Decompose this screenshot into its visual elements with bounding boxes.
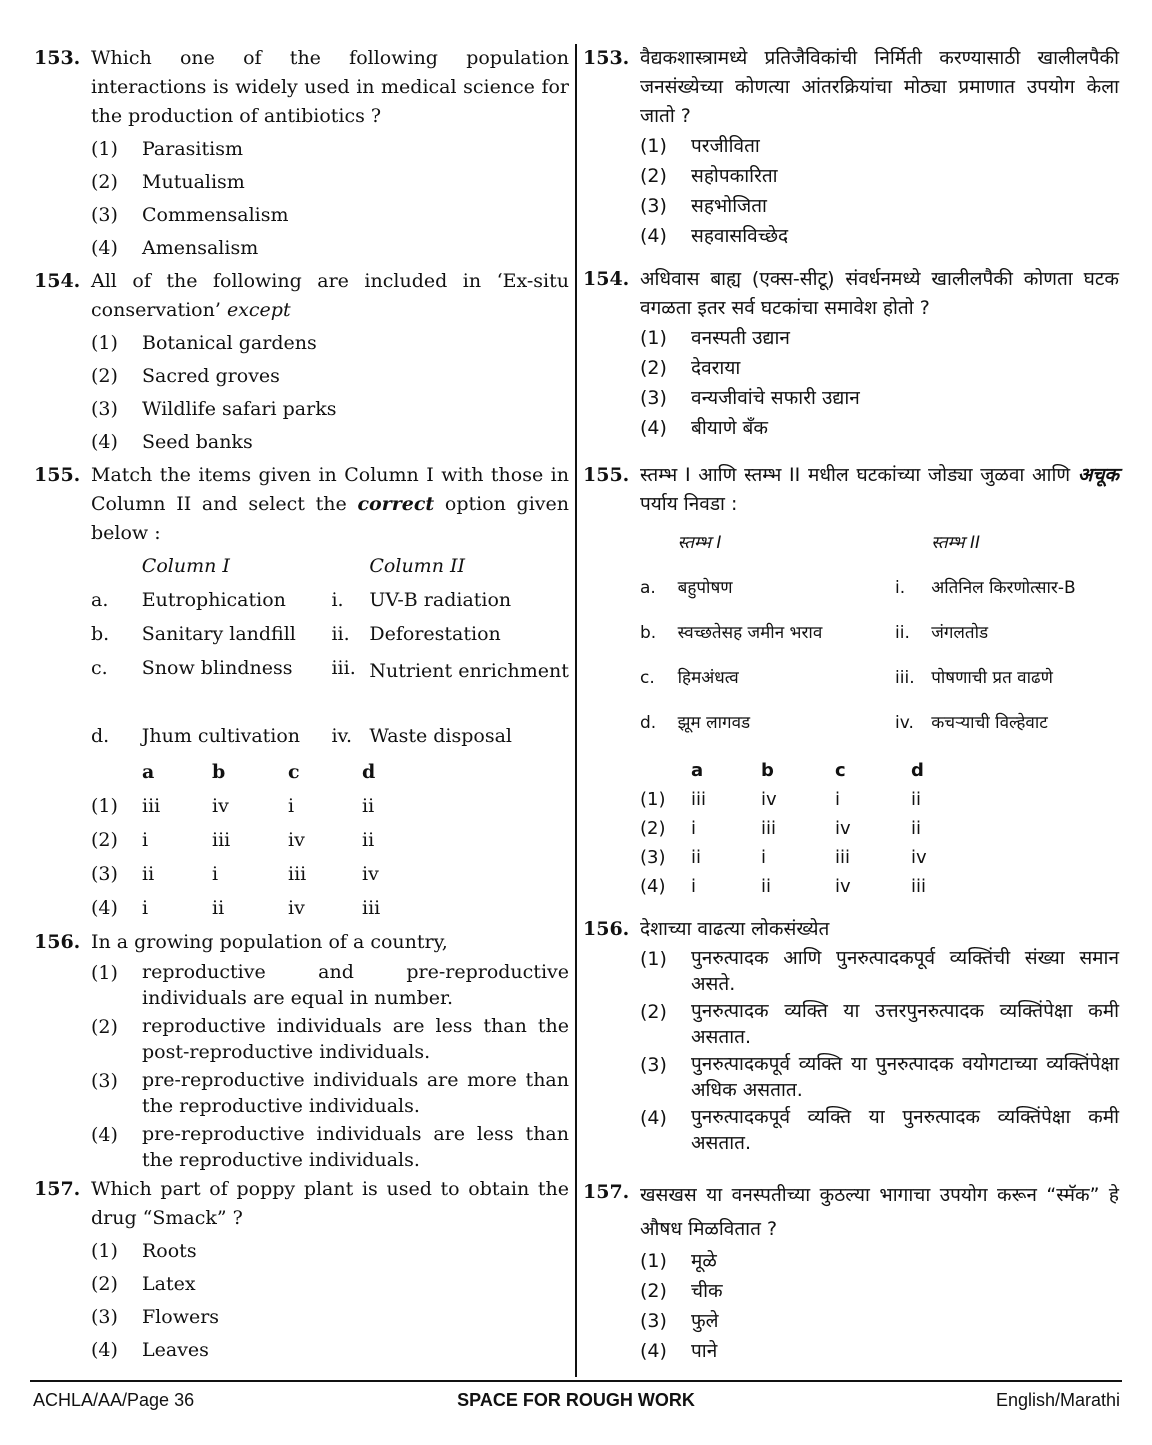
option-3: (3) वन्यजीवांचे सफारी उद्यान — [640, 387, 860, 409]
answer-option-2: (2) i iii iv ii — [91, 829, 375, 851]
option-4: (4) पाने — [640, 1340, 718, 1362]
option-4: (4) Seed banks — [91, 431, 253, 453]
question-stem: In a growing population of a country, — [91, 931, 448, 953]
emphasis-correct: अचूक — [1077, 464, 1120, 486]
match-row: a. बहुपोषण i. अतिनिल किरणोत्सार-B — [640, 578, 1076, 598]
match-row: b. Sanitary landfill ii. Deforestation — [91, 623, 501, 645]
question-stem: खसखस या वनस्पतीच्या कुठल्या भागाचा उपयोग करून “स्मॅक” हे औषध मिळवितात ? — [640, 1184, 1119, 1240]
option-4: (4) Amensalism — [91, 237, 259, 259]
option-1: (1) वनस्पती उद्यान — [640, 327, 790, 349]
question-number: 153. — [583, 47, 630, 69]
question-stem: देशाच्या वाढत्या लोकसंख्येत — [640, 918, 830, 940]
question-155 — [34, 461, 569, 928]
option-1: (1) परजीविता — [640, 135, 760, 157]
question-stem: Match the items given in Column I with those in Column II and select the correct option given below : — [91, 464, 570, 544]
match-row: b. स्वच्छतेसह जमीन भराव ii. जंगलतोड — [640, 623, 989, 643]
option-2: (2) पुनरुत्पादक व्यक्ति या उत्तरपुनरुत्पादक व्यक्तिंपेक्षा कमी असतात. — [640, 1000, 1119, 1048]
option-4: (4) पुनरुत्पादकपूर्व व्यक्ति या पुनरुत्पादक व्यक्तिंपेक्षा कमी असतात. — [640, 1106, 1119, 1154]
question-number: 156. — [34, 931, 81, 953]
question-number: 155. — [34, 464, 81, 486]
question-stem: All of the following are included in ‘Ex-situ conservation’ except — [91, 270, 569, 321]
option-2: (2) देवराया — [640, 357, 741, 379]
column-1-heading: Column I — [141, 555, 230, 577]
footer-divider — [30, 1380, 1122, 1382]
question-stem: अधिवास बाह्य (एक्स-सीटू) संवर्धनमध्ये खालीलपैकी कोणता घटक वगळता इतर सर्व घटकांचा समावेश होतो ? — [640, 268, 1119, 319]
question-157-marathi — [583, 1178, 1119, 1366]
option-2: (2) Sacred groves — [91, 365, 280, 387]
column-2-heading: Column II — [369, 555, 465, 577]
option-1: (1) पुनरुत्पादक आणि पुनरुत्पादकपूर्व व्यक्तिंची संख्या समान असते. — [640, 947, 1119, 995]
match-row: d. Jhum cultivation iv. Waste disposal — [91, 725, 513, 747]
question-154-marathi — [583, 265, 1119, 443]
footer-page-id: ACHLA/AA/Page 36 — [33, 1390, 195, 1410]
option-2: (2) Latex — [91, 1273, 196, 1295]
answer-table: a b c d (1) iii iv i ii (2) i iii iv ii (3) ii i iii iv (4) i ii iv iii — [91, 758, 422, 928]
column-divider — [575, 44, 577, 1377]
option-3: (3) pre-reproductive individuals are more than the reproductive individuals. — [91, 1069, 569, 1117]
question-number: 157. — [583, 1181, 630, 1203]
question-stem: Which one of the following population interactions is widely used in medical science for the production of antibiotics ? — [91, 47, 569, 127]
answer-option-3: (3) ii i iii iv — [640, 847, 927, 868]
question-157 — [34, 1175, 569, 1365]
answer-table: a b c d (1) iii iv i ii (2) i iii iv ii (3) ii i iii iv (4) i ii iv iii — [640, 756, 971, 901]
question-number: 154. — [34, 270, 81, 292]
emphasis-correct: correct — [357, 493, 435, 515]
match-row: c. Snow blindness iii. Nutrient enrichment — [91, 657, 569, 682]
question-153-marathi — [583, 44, 1119, 251]
match-table — [91, 552, 569, 756]
option-1: (1) reproductive and pre-reproductive individuals are equal in number. — [91, 961, 569, 1009]
option-2: (2) reproductive individuals are less than the post-reproductive individuals. — [91, 1015, 569, 1063]
option-4: (4) pre-reproductive individuals are less than the reproductive individuals. — [91, 1123, 569, 1171]
option-1: (1) Botanical gardens — [91, 332, 317, 354]
question-154 — [34, 267, 569, 457]
option-4: (4) बीयाणे बँक — [640, 417, 768, 439]
match-row: d. झूम लागवड iv. कचऱ्याची विल्हेवाट — [640, 713, 1048, 733]
answer-option-3: (3) ii i iii iv — [91, 863, 379, 885]
question-number: 155. — [583, 464, 630, 486]
match-table — [640, 529, 1119, 754]
marathi-column — [583, 44, 1119, 1367]
option-3: (3) Wildlife safari parks — [91, 398, 337, 420]
column-2-heading: स्तम्भ II — [931, 533, 981, 553]
answer-option-1: (1) iii iv i ii — [91, 795, 375, 817]
question-stem: स्तम्भ I आणि स्तम्भ II मधील घटकांच्या जोड्या जुळवा आणि अचूक पर्याय निवडा : — [640, 464, 1120, 515]
column-1-heading: स्तम्भ I — [677, 533, 722, 553]
option-3: (3) Flowers — [91, 1306, 220, 1328]
option-3: (3) Commensalism — [91, 204, 289, 226]
footer-language: English/Marathi — [995, 1390, 1120, 1410]
question-156-marathi — [583, 915, 1119, 1156]
question-number: 156. — [583, 918, 630, 940]
answer-option-4: (4) i ii iv iii — [91, 897, 381, 919]
question-155-marathi — [583, 461, 1119, 901]
question-stem: Which part of poppy plant is used to obtain the drug “Smack” ? — [91, 1178, 569, 1229]
option-3: (3) सहभोजिता — [640, 195, 767, 217]
option-3: (3) फुले — [640, 1310, 719, 1332]
option-2: (2) चीक — [640, 1280, 723, 1302]
option-1: (1) Parasitism — [91, 138, 243, 160]
match-row: a. Eutrophication i. UV-B radiation — [91, 589, 512, 611]
option-1: (1) Roots — [91, 1240, 197, 1262]
question-156 — [34, 928, 569, 1173]
question-number: 154. — [583, 268, 630, 290]
question-number: 153. — [34, 47, 81, 69]
option-4: (4) Leaves — [91, 1339, 209, 1361]
option-1: (1) मूळे — [640, 1250, 717, 1272]
option-2: (2) सहोपकारिता — [640, 165, 778, 187]
question-stem: वैद्यकशास्त्रामध्ये प्रतिजैविकांची निर्मिती करण्यासाठी खालीलपैकी जनसंख्येच्या कोणत्या आंतरक्रियांचा मोठ्या प्रमाणात उपयोग केला जातो ? — [640, 47, 1119, 127]
question-number: 157. — [34, 1178, 81, 1200]
option-4: (4) सहवासविच्छेद — [640, 225, 789, 247]
answer-option-1: (1) iii iv i ii — [640, 789, 922, 810]
option-2: (2) Mutualism — [91, 171, 245, 193]
answer-option-2: (2) i iii iv ii — [640, 818, 922, 839]
question-153 — [34, 44, 569, 263]
english-column — [34, 44, 569, 1369]
emphasis-except: except — [226, 299, 291, 321]
match-row: c. हिमअंधत्व iii. पोषणाची प्रत वाढणे — [640, 668, 1053, 688]
option-3: (3) पुनरुत्पादकपूर्व व्यक्ति या पुनरुत्पादक वयोगटाच्या व्यक्तिंपेक्षा अधिक असतात. — [640, 1053, 1119, 1101]
answer-option-4: (4) i ii iv iii — [640, 876, 927, 897]
footer-rough-work: SPACE FOR ROUGH WORK — [457, 1390, 695, 1410]
